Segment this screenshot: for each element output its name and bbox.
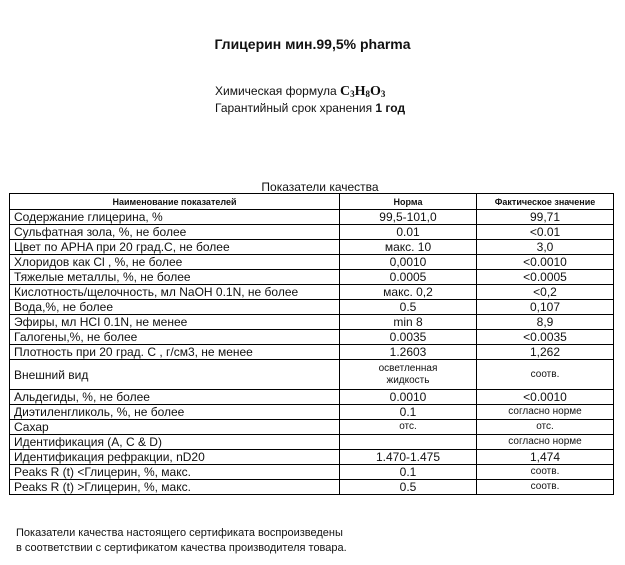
shelf-life-value: 1 год [375,101,406,115]
table-row [10,345,614,360]
norm-cell: макс. 10 [340,240,477,255]
quality-table [9,193,614,495]
indicator-cell: Сульфатная зола, %, не более [10,225,340,240]
indicator-cell: Внешний вид [10,360,340,390]
table-row [10,405,614,420]
table-row [10,330,614,345]
indicator-cell: Цвет по APHA при 20 град.С, не более [10,240,340,255]
norm-cell: отс. [340,420,477,435]
norm-cell: 0.01 [340,225,477,240]
actual-cell: соотв. [477,480,614,495]
indicator-cell: Peaks R (t) >Глицерин, %, макс. [10,480,340,495]
norm-cell: макс. 0,2 [340,285,477,300]
indicator-cell: Сахар [10,420,340,435]
norm-line-2: жидкость [386,374,430,386]
indicator-cell: Тяжелые металлы, %, не более [10,270,340,285]
footer-note [16,526,347,556]
actual-cell: 3,0 [477,240,614,255]
actual-cell: отс. [477,420,614,435]
header-indicator: Наименование показателей [10,194,340,210]
table-row [10,450,614,465]
norm-cell: 0.1 [340,405,477,420]
formula-line [215,84,405,101]
table-row [10,480,614,495]
table-row [10,255,614,270]
indicator-cell: Идентификация рефракции, nD20 [10,450,340,465]
indicator-cell: Peaks R (t) <Глицерин, %, макс. [10,465,340,480]
header-actual: Фактическое значение [477,194,614,210]
norm-cell: min 8 [340,315,477,330]
actual-cell: <0.01 [477,225,614,240]
actual-cell: <0.0010 [477,390,614,405]
table-row [10,360,614,390]
indicator-cell: Идентификация (A, C & D) [10,435,340,450]
actual-cell: 1,474 [477,450,614,465]
norm-cell: 0.0010 [340,390,477,405]
table-row [10,240,614,255]
product-info [215,84,405,115]
header-norm: Норма [340,194,477,210]
norm-line-1: осветленная [378,362,438,374]
chemical-formula: $C_3H_8O_3$ [339,84,386,99]
actual-cell: 99,71 [477,210,614,225]
indicator-cell: Галогены,%, не более [10,330,340,345]
norm-cell: 1.470-1.475 [340,450,477,465]
table-row [10,300,614,315]
actual-cell: <0.0035 [477,330,614,345]
indicator-cell: Кислотность/щелочность, мл NaOH 0.1N, не более [10,285,340,300]
table-row [10,270,614,285]
indicator-cell: Вода,%, не более [10,300,340,315]
norm-cell: 0.1 [340,465,477,480]
table-row [10,210,614,225]
footer-line-1: Показатели качества настоящего сертификата воспроизведены [16,527,343,539]
norm-cell: 1.2603 [340,345,477,360]
indicator-cell: Хлоридов как Cl , %, не более [10,255,340,270]
formula-label: Химическая формула [215,84,337,98]
actual-cell: <0,2 [477,285,614,300]
table-row [10,420,614,435]
norm-cell [340,360,477,390]
actual-cell: соотв. [477,465,614,480]
indicator-cell: Диэтиленгликоль, %, не более [10,405,340,420]
norm-cell: 0.5 [340,300,477,315]
table-header-row [10,194,614,210]
actual-cell: 8,9 [477,315,614,330]
actual-cell: согласно норме [477,435,614,450]
actual-cell: 0,107 [477,300,614,315]
actual-cell: соотв. [477,360,614,390]
actual-cell: <0.0010 [477,255,614,270]
indicator-cell: Эфиры, мл HCI 0.1N, не менее [10,315,340,330]
norm-cell: 99,5-101,0 [340,210,477,225]
norm-cell: 0,0010 [340,255,477,270]
actual-cell: 1,262 [477,345,614,360]
table-caption: Показатели качества [261,180,379,194]
table-row [10,465,614,480]
table-row [10,285,614,300]
indicator-cell: Содержание глицерина, % [10,210,340,225]
document-title: Глицерин мин.99,5% pharma [214,36,411,52]
actual-cell: <0.0005 [477,270,614,285]
table-row [10,390,614,405]
shelf-life-label: Гарантийный срок хранения [215,101,373,115]
indicator-cell: Альдегиды, %, не более [10,390,340,405]
table-row [10,435,614,450]
norm-cell: 0.0005 [340,270,477,285]
norm-cell [340,435,477,450]
norm-cell: 0.0035 [340,330,477,345]
actual-cell: согласно норме [477,405,614,420]
shelf-life-line [215,101,405,115]
footer-line-2: в соответствии с сертификатом качества производителя товара. [16,542,347,554]
norm-cell: 0.5 [340,480,477,495]
table-row [10,315,614,330]
table-row [10,225,614,240]
indicator-cell: Плотность при 20 град. С , г/см3, не менее [10,345,340,360]
